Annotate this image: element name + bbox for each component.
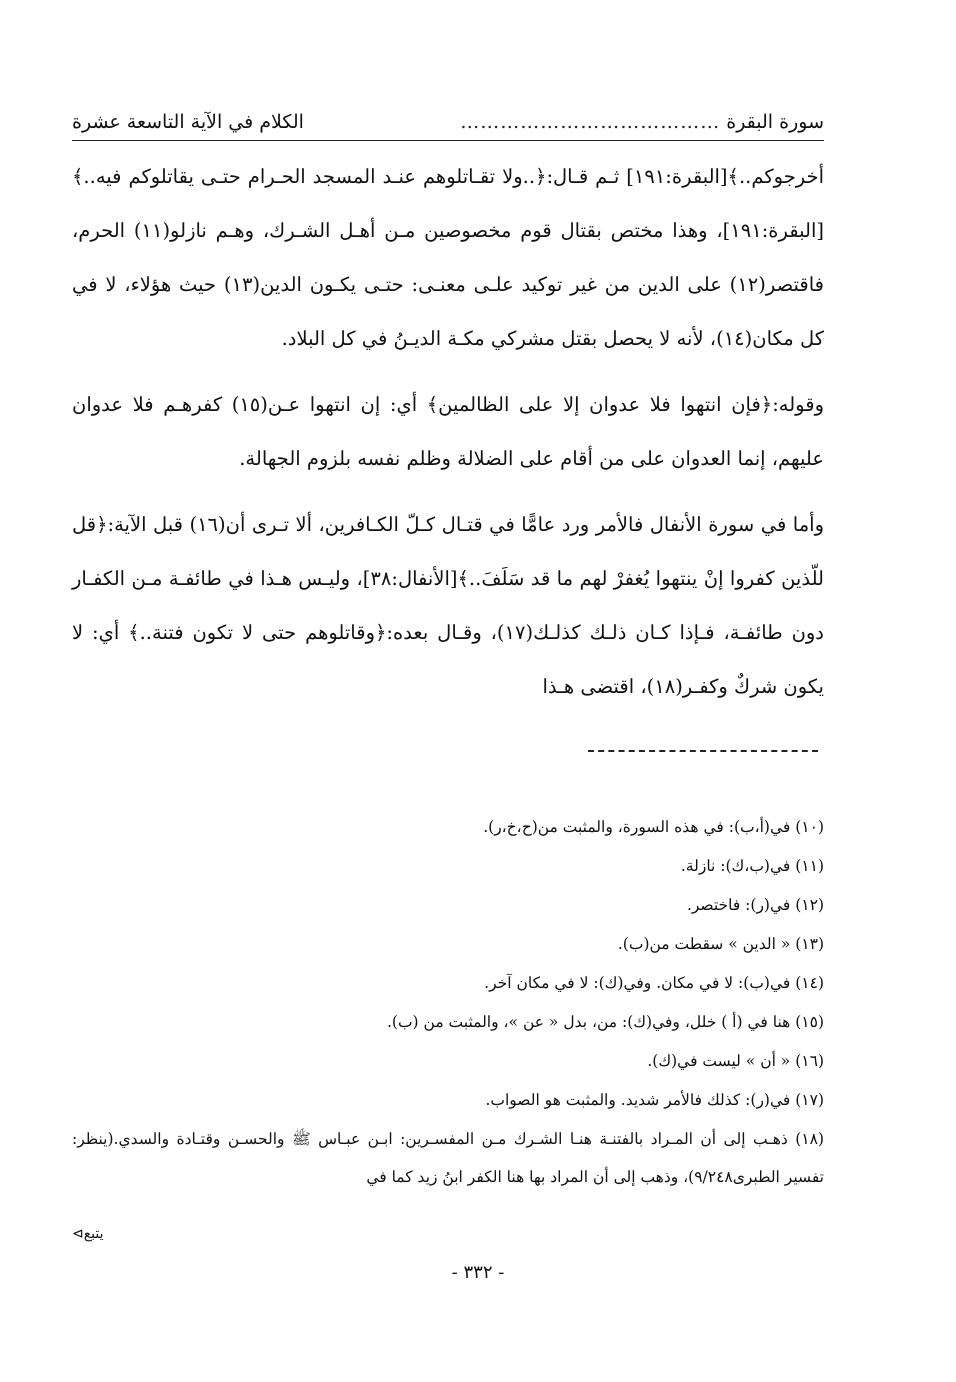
footnote: (١٣) « الدين » سقطت من(ب). [617,935,824,953]
footnote: (١٨) ذهـب إلى أن المـراد بالفتنـة هنـا الشـرك مـن المفسـرين: ابـن عبـاس ﷺ والحسـن وقتـادة والسدي.(ينظر: تفسير الطبرى٩/٢٤٨)، وذهب إلى أن المراد بها هنا الكفر ابنُ زيد كما في [72,1130,824,1186]
header-dot-leader: ………………………………… [460,111,721,133]
header-surah-title: سورة البقرة [726,111,824,133]
footnote: (١٠) في(أ،ب): في هذه السورة، والمثبت من(ح،خ،ر). [483,818,824,836]
footnote-separator [588,750,818,752]
main-text [72,150,824,726]
footnote: (١٥) هنا في (أ ) خلل، وفي(ك): من، بدل « عن »، والمثبت من (ب). [386,1013,824,1031]
paragraph: وأما في سورة الأنفال فالأمر ورد عامًّا في قتـال كـلّ الكـافرين، ألا تـرى أن(١٦) قبل الآية:﴿قل للّذين كفروا إنْ ينتهوا يُغفرْ لهم ما قد سَلَفَ..﴾[الأنفال:٣٨]، وليـس هـذا في طائفـة مـن الكفـار دون طائفـة، فـإذا كـان ذلـك كذلـك(١٧)، وقـال بعده:﴿وقاتلوهم حتى لا تكون فتنة..﴾ أي: لا يكون شركٌ وكفـر(١٨)، اقتضى هـذا [72,513,824,698]
paragraph: أخرجوكم..﴾[البقرة:١٩١] ثـم قـال:﴿..ولا تقـاتلوهم عنـد المسجد الحـرام حتـى يقاتلوكم فيه..﴾[البقرة:١٩١]، وهذا مختص بقتال قوم مخصوصين مـن أهـل الشـرك، وهـم نازلو(١١) الحرم، فاقتصر(١٢) على الدين من غير توكيد علـى معنـى: حتـى يكـون الدين(١٣) حيث هؤلاء، لا في كل مكان(١٤)، لأنه لا يحصل بقتل مشركي مكـة الديـنُ في كل البلاد. [72,165,824,350]
page-number: - ٣٣٢ - [451,1262,505,1283]
footnote: (١١) في(ب،ك): نازلة. [680,857,824,875]
footnote: (١٤) في(ب): لا في مكان. وفي(ك): لا في مكان آخر. [484,974,824,992]
running-header [72,104,824,141]
header-section-title: الكلام في الآية التاسعة عشرة [72,111,304,133]
footnote: (١٧) في(ر): كذلك فالأمر شديد. والمثبت هو الصواب. [485,1091,824,1109]
footnote: (١٢) في(ر): فاختصر. [686,896,824,914]
paragraph: وقوله:﴿فإن انتهوا فلا عدوان إلا على الظالمين﴾ أي: إن انتهوا عـن(١٥) كفرهـم فلا عدوان عليهم، إنما العدوان على من أقام على الضلالة وظلم نفسه بلزوم الجهالة. [72,393,824,470]
footnote: (١٦) « أن » ليست في(ك). [647,1052,824,1070]
continuation-marker: يتبع⊳ [72,1226,104,1242]
footnotes [72,808,824,1196]
